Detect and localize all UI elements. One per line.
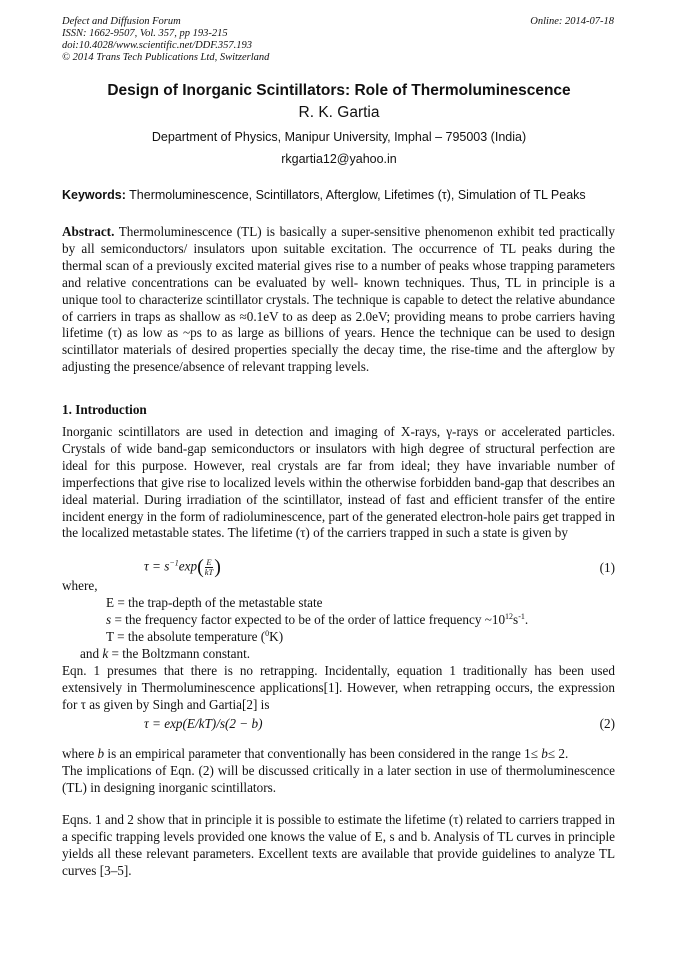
intro-paragraph-1: Inorganic scintillators are used in detection and imaging of X-rays, γ-rays or accelerated particles. Crystals of wide band-gap semiconductors or insulators with high degree of structural perfection are ideal for this purpose. However, real crystals are far from ideal; they have invariable number of imperfections that give rise to localized levels within the otherwise forbidden band-gap that describes an ideal material. During irradiation of the scintillator, instead of fast and efficient transfer of the entire incident energy in the form of radioluminescence, part of the generated electron-hole pairs get trapped in the localized metastable states. The lifetime (τ) of the carriers trapped in such a state is given by <box>62 424 615 541</box>
eq1-den: kT <box>204 567 214 577</box>
b-var: b <box>97 746 105 761</box>
def-k-var: k <box>102 646 109 661</box>
def-s-text: = the frequency factor expected to be of the order of lattice frequency ~10 <box>111 612 506 627</box>
abstract <box>62 224 615 376</box>
keywords-text: Thermoluminescence, Scintillators, Afterglow, Lifetimes (τ), Simulation of TL Peaks <box>129 188 586 202</box>
journal-name: Defect and Diffusion Forum <box>62 16 181 27</box>
copyright: © 2014 Trans Tech Publications Ltd, Switzerland <box>62 52 270 63</box>
intro-paragraph-b <box>62 746 615 763</box>
intro-paragraph-implications: The implications of Eqn. (2) will be discussed critically in a later section in use of thermoluminescence (TL) in designing inorganic scintillators. <box>62 763 615 795</box>
keywords <box>62 188 622 202</box>
def-k-pre: and <box>80 646 103 661</box>
paper-title: Design of Inorganic Scintillators: Role of Thermoluminescence <box>107 82 571 99</box>
def-k-text: = the Boltzmann constant. <box>108 646 251 661</box>
b-var2: b <box>541 746 548 761</box>
online-date: Online: 2014-07-18 <box>530 16 614 27</box>
def-E: E = the trap-depth of the metastable state <box>106 595 323 610</box>
eq1-fraction <box>205 558 214 577</box>
eq1-fn: exp <box>178 558 198 574</box>
issn: ISSN: 1662-9507, Vol. 357, pp 193-215 <box>62 28 228 39</box>
eq1-num: E <box>206 557 212 567</box>
journal-header <box>62 16 269 64</box>
affiliation: Department of Physics, Manipur University, Imphal – 795003 (India) <box>151 130 527 144</box>
def-s <box>106 612 528 628</box>
def-k <box>80 646 250 662</box>
b-pre: where <box>62 746 98 761</box>
eq2-expr: τ = exp(E/kT)/s(2 − b) <box>144 716 263 731</box>
email: rkgartia12@yahoo.in <box>281 152 397 166</box>
author: R. K. Gartia <box>298 104 380 121</box>
def-T-text: T = the absolute temperature ( <box>106 629 266 644</box>
def-s-sup2: -1 <box>518 612 525 621</box>
def-T-end: K) <box>269 629 284 644</box>
equation-1: $\tau = s^{-1}\exp$( $\frac{E}{kT}$ ) (1) <box>144 556 615 578</box>
def-T <box>106 629 283 645</box>
def-s-unit: s <box>513 612 519 627</box>
def-s-var: s <box>106 612 112 627</box>
section-heading-introduction: 1. Introduction <box>62 402 147 417</box>
def-s-end: . <box>524 612 529 627</box>
def-T-sup: 0 <box>265 629 270 638</box>
intro-paragraph-retrapping: Eqn. 1 presumes that there is no retrapping. Incidentally, equation 1 traditionally has been used extensively in Thermoluminescence applications[1]. However, when retrapping occurs, the expression for τ as given by Singh and Gartia[2] is <box>62 663 615 712</box>
doi: doi:10.4028/www.scientific.net/DDF.357.193 <box>62 40 253 51</box>
eq1-lhs: τ = s <box>144 558 170 574</box>
def-s-sup1: 12 <box>505 612 514 621</box>
where-label: where, <box>62 578 98 593</box>
abstract-label: Abstract. <box>62 224 115 239</box>
intro-paragraph-last: Eqns. 1 and 2 show that in principle it is possible to estimate the lifetime (τ) related to carriers trapped in a specific trapping levels provided one knows the value of E, s and b. Analysis of TL curves in principle yields all these relevant parameters. Excellent texts are available that provide guidelines to analyze TL curves [3–5]. <box>62 812 615 878</box>
keywords-label: Keywords: <box>62 188 126 202</box>
eq1-number: (1) <box>599 560 615 575</box>
b-end: ≤ 2. <box>547 746 569 761</box>
eq2-number: (2) <box>599 716 615 731</box>
b-mid: is an empirical parameter that conventionally has been considered in the range 1≤ <box>104 746 542 761</box>
abstract-text: Thermoluminescence (TL) is basically a super-sensitive phenomenon exhibit ted practically by all semiconductors/ insulators upon suitable excitation. The occurrence of TL peaks during the thermal scan of a previously excited material gives rise to a number of peaks whose trapping parameters and relative concentrations can be evaluated by well- known techniques. Thus, TL in principle is a unique tool to characterize scintillator crystals. The technique is capable to detect the relative abundance of carriers in traps as shallow as ≈0.1eV to as deep as 2.0eV; providing means to probe carriers having lifetime (τ) as low as ~ps to as large as billions of years. Hence the technique can be used to design scintillator materials of desired properties specially the decay time, the rise-time and the afterglow by adjusting the presence/absence of relevant trapping levels. <box>62 224 615 375</box>
eq1-sup: −1 <box>169 558 179 568</box>
equation-2 <box>62 716 615 734</box>
